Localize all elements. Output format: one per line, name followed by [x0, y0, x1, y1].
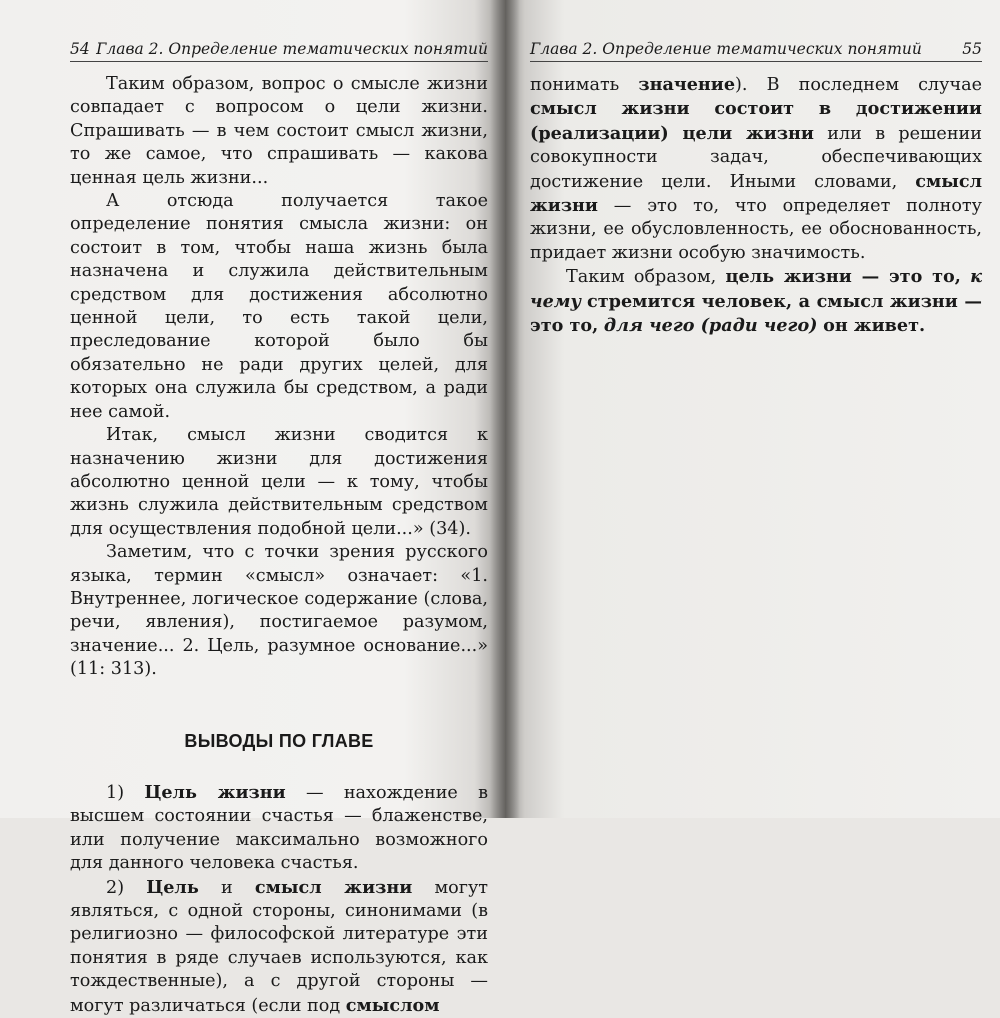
bold-term: смысл жизни состоит в достижении (реализации) цели жизни — [530, 98, 982, 144]
bold-term: он живет. — [823, 315, 926, 337]
bold-term: смыслом — [345, 994, 440, 1016]
right-page-number: 55 — [962, 40, 982, 58]
paragraph: А отсюда получается такое определение понятия смысла жизни: он состоит в том, чтобы наша жизнь была назначена и служила действительным средством для достижения абсолютно ценной цели, то есть такой цели, преследование которой было бы обязательно не ради других целей, для которых она служила бы средством, а ради нее самой. — [70, 191, 488, 422]
left-running-title: Глава 2. Определение тематических понятий — [96, 40, 488, 58]
text-run: ). В последнем случае — [735, 75, 982, 95]
book-gutter-shadow — [490, 0, 520, 818]
bold-term: стремится человек, а смысл жизни — это то, — [530, 290, 982, 337]
conclusion-number: 1) — [106, 782, 125, 803]
chapter-conclusions-heading: ВЫВОДЫ ПО ГЛАВЕ — [184, 730, 374, 751]
paragraph: Заметим, что с точки зрения русского языка, термин «смысл» означает: «1. Внутреннее, логическое содержание (слова, речи, явления), постигаемое разумом, значение... 2. Цель, разумное основание...» (11: 313). — [70, 542, 488, 680]
bold-italic-term: для чего (ради чего) — [603, 315, 818, 337]
conclusion-text: — нахождение в высшем состоянии счастья — блаженстве, или получение максимально возможного для данного человека счастья. — [70, 782, 489, 874]
paragraph — [530, 73, 982, 265]
text-run: или в решении совокупности задач, обеспечивающих достижение цели. Иными словами, — [530, 123, 983, 192]
left-page-number: 54 — [70, 40, 90, 58]
bold-term: цель жизни — это то, — [725, 266, 961, 288]
bold-term: смысл жизни — [254, 876, 413, 898]
paragraph — [530, 265, 982, 338]
bold-italic-term: к чему — [530, 266, 983, 312]
conclusion-1 — [70, 781, 488, 876]
text-run: понимать — [530, 75, 620, 95]
bold-term: смысл жизни — [530, 170, 983, 217]
right-page-text — [530, 73, 982, 338]
bold-term: значение — [638, 74, 736, 95]
conclusion-text: могут являться, с одной стороны, синонимами (в религиозно — философской литературе эти понятия в ряде случаев используются, как тождественные), а с другой стороны — могут различаться (если под — [70, 877, 489, 1016]
paragraph: Итак, смысл жизни сводится к назначению жизни для достижения абсолютно ценной цели — к тому, чтобы жизнь служила действительным средством для осуществления подобной цели...» (34). — [70, 425, 488, 539]
bold-term: Цель жизни — [144, 781, 286, 803]
bold-term: Цель — [146, 876, 199, 898]
conclusion-number: 2) — [106, 877, 125, 898]
paragraph: Таким образом, вопрос о смысле жизни совпадает с вопросом о цели жизни. Спрашивать — в чем состоит смысл жизни, то же самое, что спрашивать — какова ценная цель жизни... — [70, 74, 488, 188]
conclusion-2 — [70, 876, 488, 1018]
text-run: — это то, что определяет полноту жизни, ее обусловленность, ее обоснованность, придает жизни особую значимость. — [530, 196, 983, 263]
conjunction: и — [220, 877, 233, 898]
right-running-title: Глава 2. Определение тематических понятий — [530, 40, 922, 58]
left-running-head — [70, 38, 488, 62]
text-run: Таким образом, — [566, 267, 717, 288]
right-page — [505, 0, 1000, 818]
left-page-text — [70, 73, 488, 1018]
right-running-head — [530, 38, 982, 62]
